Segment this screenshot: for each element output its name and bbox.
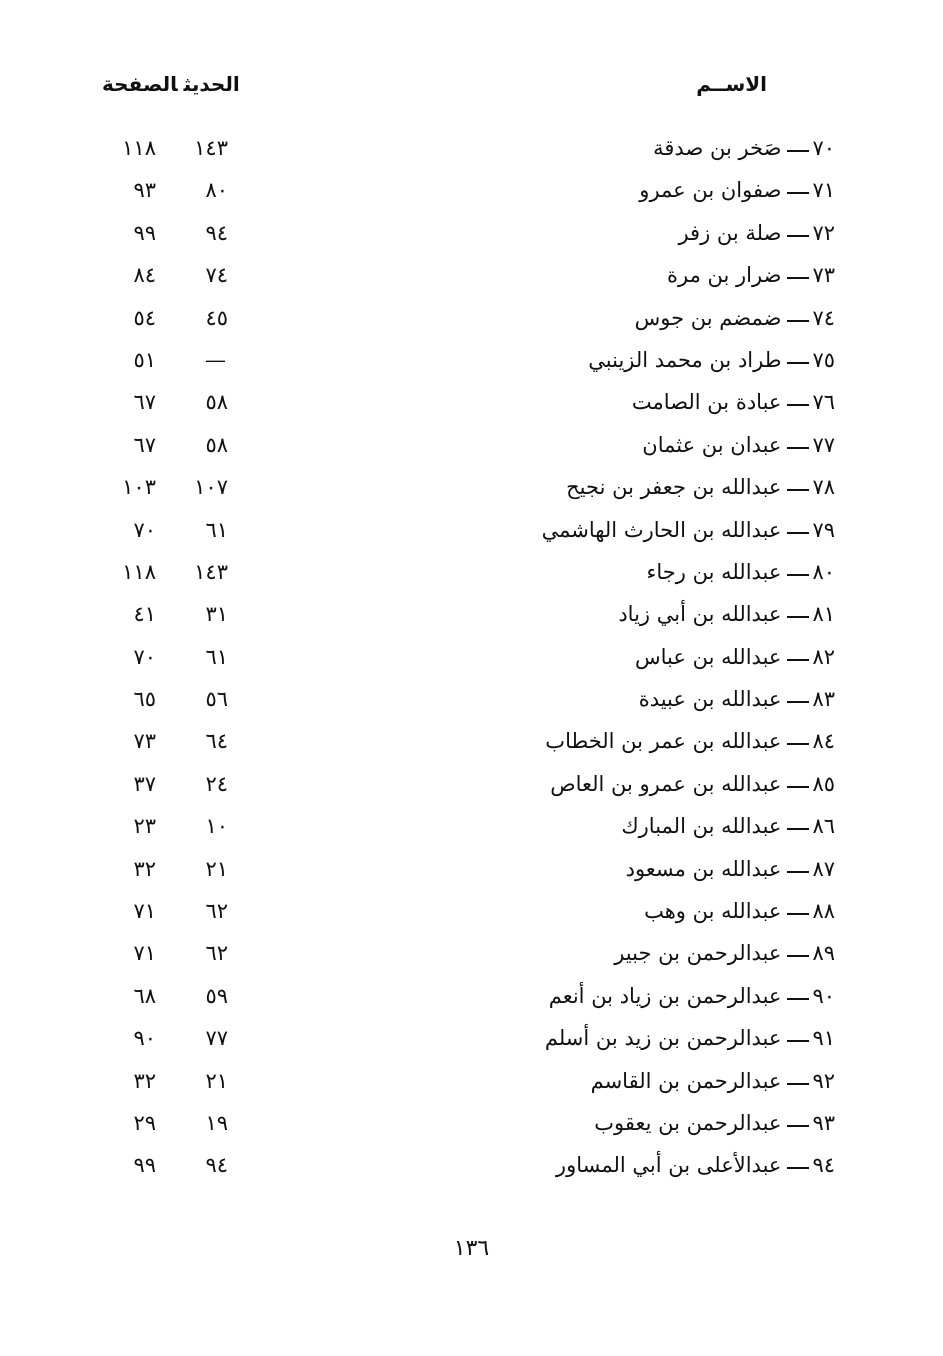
page-reference: ٧٠: [133, 517, 156, 542]
hadith-number: ٦٤: [205, 729, 228, 754]
narrator-name: طراد بن محمد الزينبي: [588, 347, 782, 372]
index-list: [0, 132, 943, 1192]
entry-number: ٧٩: [812, 517, 835, 542]
index-row: [0, 598, 943, 640]
index-row: [0, 853, 943, 895]
entry-dash: [787, 235, 809, 237]
entry-dash: [787, 701, 809, 703]
entry-dash: [787, 447, 809, 449]
page-reference: ٧١: [133, 899, 156, 924]
hadith-number: ٢١: [205, 856, 228, 881]
hadith-number: ٥٦: [205, 687, 228, 712]
index-row: [0, 302, 943, 344]
entry-number: ٨٩: [812, 941, 835, 966]
narrator-name: عبدان بن عثمان: [642, 432, 782, 457]
page-reference: ٧٠: [133, 644, 156, 669]
hadith-number: —: [205, 347, 228, 372]
page-reference: ٩٩: [133, 1153, 156, 1178]
narrator-name: عبدالرحمن بن جبير: [614, 941, 782, 966]
entry-number: ٩٤: [812, 1153, 835, 1178]
hadith-number: ٦٢: [205, 899, 228, 924]
entry-dash: [787, 616, 809, 618]
hadith-number: ٧٤: [205, 263, 228, 288]
entry-number: ٩٣: [812, 1110, 835, 1135]
hadith-number: ٢٤: [205, 771, 228, 796]
index-row: [0, 556, 943, 598]
index-row: [0, 471, 943, 513]
narrator-name: صفوان بن عمرو: [639, 178, 782, 203]
narrator-name: عبدالرحمن بن القاسم: [590, 1068, 782, 1093]
entry-number: ٩٢: [812, 1068, 835, 1093]
entry-number: ٨٧: [812, 856, 835, 881]
narrator-name: عبدالله بن عبيدة: [638, 687, 782, 712]
page-reference: ٩٠: [133, 1026, 156, 1051]
narrator-entry: [644, 899, 835, 923]
entry-number: ٧٦: [812, 390, 835, 415]
entry-number: ٨٥: [812, 771, 835, 796]
entry-dash: [787, 828, 809, 830]
narrator-name: عبدالله بن عمرو بن العاص: [550, 771, 782, 796]
narrator-name: صَخر بن صدقة: [653, 136, 782, 160]
entry-number: ٧١: [812, 178, 835, 203]
narrator-name: عبدالأعلى بن أبي المساور: [555, 1153, 782, 1178]
entry-dash: [787, 743, 809, 745]
hadith-number: ٥٩: [205, 983, 228, 1008]
narrator-entry: [549, 984, 835, 1008]
entry-number: ٨٦: [812, 814, 835, 839]
entry-dash: [787, 362, 809, 364]
entry-number: ٧٤: [812, 305, 835, 330]
narrator-name: عبدالله بن وهب: [644, 899, 782, 924]
entry-dash: [787, 786, 809, 788]
index-row: [0, 1107, 943, 1149]
page-reference: ٧٣: [133, 729, 156, 754]
narrator-name: عبادة بن الصامت: [631, 390, 782, 415]
page-reference: ٦٥: [133, 687, 156, 712]
entry-dash: [787, 277, 809, 279]
hadith-number: ١٤٣: [194, 136, 228, 160]
hadith-number: ٤٥: [205, 305, 228, 330]
narrator-entry: [635, 645, 835, 669]
index-row: [0, 725, 943, 767]
page-number: ١٣٦: [453, 1236, 490, 1261]
page-reference: ٣٢: [133, 1068, 156, 1093]
entry-dash: [787, 532, 809, 534]
index-row: [0, 429, 943, 471]
page-column-heading: الصفحة: [102, 72, 178, 96]
entry-number: ٨٣: [812, 687, 835, 712]
narrator-name: صلة بن زفر: [678, 220, 782, 245]
page-reference: ٩٩: [133, 220, 156, 245]
narrator-name: ضرار بن مرة: [667, 263, 782, 288]
entry-dash: [787, 574, 809, 576]
index-row: [0, 344, 943, 386]
hadith-number: ٥٨: [205, 390, 228, 415]
narrator-entry: [542, 518, 835, 542]
entry-number: ٨٤: [812, 729, 835, 754]
narrator-entry: [635, 306, 835, 330]
narrator-entry: [642, 433, 835, 457]
index-row: [0, 683, 943, 725]
index-row: [0, 1149, 943, 1191]
narrator-entry: [639, 687, 835, 711]
entry-number: ٨٠: [812, 559, 835, 584]
index-row: [0, 217, 943, 259]
index-row: [0, 768, 943, 810]
entry-number: ٩١: [812, 1026, 835, 1051]
page-reference: ١١٨: [122, 136, 156, 160]
hadith-number: ٦١: [205, 517, 228, 542]
entry-dash: [787, 1083, 809, 1085]
entry-number: ٧٢: [812, 220, 835, 245]
narrator-entry: [566, 475, 835, 499]
column-header: [0, 72, 943, 106]
hadith-number: ٦٢: [205, 941, 228, 966]
index-row: [0, 937, 943, 979]
entry-dash: [787, 913, 809, 915]
entry-number: ٧٥: [812, 347, 835, 372]
index-row: [0, 895, 943, 937]
hadith-number: ٦١: [205, 644, 228, 669]
narrator-name: عبدالرحمن بن يعقوب: [594, 1110, 782, 1135]
narrator-entry: [550, 772, 835, 796]
index-row: [0, 259, 943, 301]
narrator-entry: [653, 136, 835, 160]
narrator-name: عبدالله بن مسعود: [625, 856, 782, 881]
index-row: [0, 174, 943, 216]
entry-dash: [787, 1167, 809, 1169]
narrator-name: عبدالله بن المبارك: [621, 814, 782, 839]
entry-dash: [787, 150, 809, 152]
narrator-entry: [545, 1026, 835, 1050]
page-reference: ١١٨: [122, 559, 156, 584]
page-reference: ٦٧: [133, 390, 156, 415]
entry-dash: [787, 998, 809, 1000]
entry-dash: [787, 404, 809, 406]
entry-number: ٧٧: [812, 432, 835, 457]
page-reference: ١٠٣: [122, 475, 156, 500]
hadith-number: ٧٧: [205, 1026, 228, 1051]
narrator-name: عبدالرحمن بن زياد بن أنعم: [548, 983, 782, 1008]
hadith-number: ١٠: [205, 814, 228, 839]
narrator-entry: [588, 348, 835, 372]
number-column-headings: [96, 72, 240, 96]
page-reference: ٥١: [133, 347, 156, 372]
narrator-name: عبدالله بن عمر بن الخطاب: [545, 729, 782, 754]
hadith-number: ١٠٧: [194, 475, 228, 500]
index-row: [0, 980, 943, 1022]
page-reference: ٣٧: [133, 771, 156, 796]
entry-dash: [787, 659, 809, 661]
narrator-name: عبدالرحمن بن زيد بن أسلم: [544, 1026, 782, 1051]
entry-number: ٧٣: [812, 263, 835, 288]
narrator-entry: [626, 857, 835, 881]
index-row: [0, 386, 943, 428]
narrator-entry: [594, 1111, 835, 1135]
index-row: [0, 641, 943, 683]
page-reference: ٢٩: [133, 1110, 156, 1135]
page-reference: ٢٣: [133, 814, 156, 839]
page-reference: ٦٧: [133, 432, 156, 457]
narrator-entry: [621, 814, 835, 838]
hadith-number: ٩٤: [205, 1153, 228, 1178]
hadith-number: ٩٤: [205, 220, 228, 245]
hadith-column-heading: الحديث: [183, 72, 240, 96]
page-reference: ٤١: [133, 602, 156, 627]
narrator-entry: [618, 602, 835, 626]
entry-number: ٧٠: [812, 136, 835, 160]
hadith-number: ٣١: [205, 602, 228, 627]
entry-dash: [787, 1040, 809, 1042]
hadith-number: ٢١: [205, 1068, 228, 1093]
narrator-entry: [647, 560, 835, 584]
page-reference: ٩٣: [133, 178, 156, 203]
narrator-entry: [667, 263, 835, 287]
entry-dash: [787, 192, 809, 194]
name-column-heading: الاســم: [696, 72, 767, 96]
narrator-entry: [678, 221, 835, 245]
entry-dash: [787, 489, 809, 491]
hadith-number: ٥٨: [205, 432, 228, 457]
narrator-entry: [545, 729, 835, 753]
narrator-name: عبدالله بن جعفر بن نجيح: [566, 475, 782, 500]
entry-dash: [787, 1125, 809, 1127]
narrator-entry: [632, 390, 835, 414]
entry-number: ٩٠: [812, 983, 835, 1008]
page-reference: ٧١: [133, 941, 156, 966]
index-row: [0, 1065, 943, 1107]
hadith-number: ١٩: [205, 1110, 228, 1135]
narrator-name: عبدالله بن الحارث الهاشمي: [541, 517, 782, 542]
narrator-entry: [556, 1153, 835, 1177]
index-row: [0, 810, 943, 852]
hadith-number: ١٤٣: [194, 559, 228, 584]
narrator-entry: [614, 941, 835, 965]
page-reference: ٣٢: [133, 856, 156, 881]
narrator-name: ضمضم بن جوس: [634, 305, 782, 330]
narrator-name: عبدالله بن أبي زياد: [618, 602, 782, 627]
page-reference: ٦٨: [133, 983, 156, 1008]
entry-dash: [787, 871, 809, 873]
entry-dash: [787, 320, 809, 322]
hadith-number: ٨٠: [205, 178, 228, 203]
page-reference: ٨٤: [133, 263, 156, 288]
entry-number: ٨٢: [812, 644, 835, 669]
narrator-name: عبدالله بن عباس: [635, 644, 782, 669]
entry-number: ٨١: [812, 602, 835, 627]
entry-number: ٧٨: [812, 475, 835, 500]
narrator-entry: [591, 1069, 835, 1093]
narrator-entry: [639, 178, 835, 202]
index-row: [0, 1022, 943, 1064]
index-row: [0, 132, 943, 174]
index-row: [0, 514, 943, 556]
page-reference: ٥٤: [133, 305, 156, 330]
narrator-name: عبدالله بن رجاء: [646, 559, 782, 584]
entry-dash: [787, 955, 809, 957]
entry-number: ٨٨: [812, 899, 835, 924]
